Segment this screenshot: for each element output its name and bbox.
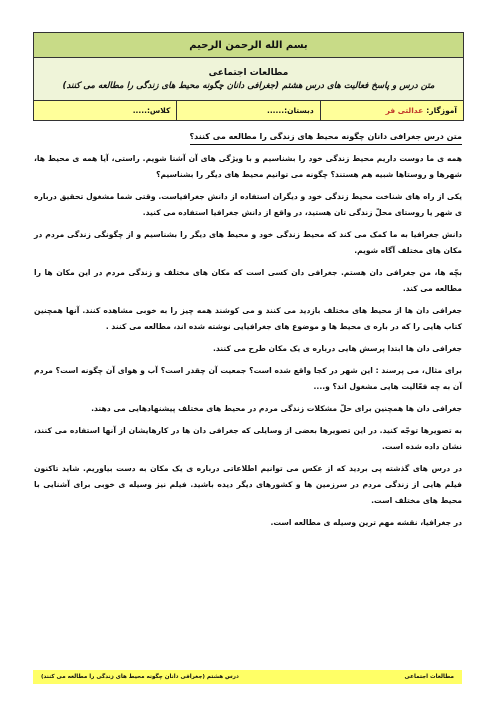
paragraph: جغرافی دان ها از محیط های مختلف بازدید می کنند و می کوشند همه چیز را به خوبی مشاهده کنند. آنها همچنین کتاب هایی را که در باره ی محیط ها و موضوع های جغرافیایی نوشته شده اند، مطالعه می کنند . — [34, 306, 462, 331]
teacher-cell — [320, 101, 463, 120]
teacher-label: آموزگار: — [426, 106, 457, 115]
paragraph: یکی از راه های شناخت محیط زندگی خود و دیگران استفاده از دانش جغرافیاست. وقتی شما مشغول تحقیق درباره ی شهر یا روستای محلّ زندگی تان هستید، در واقع از دانش جغرافیا استفاده می کنید. — [34, 192, 462, 217]
school-label: دبستان: — [284, 106, 314, 115]
teacher-name: عدالتی فر — [385, 106, 424, 115]
title-row — [34, 58, 463, 101]
class-cell — [34, 101, 176, 120]
paragraph: همه ی ما دوست داریم محیط زندگی خود را بشناسیم و با ویژگی های آن آشنا شویم. راستی، آیا همه ی محیط ها، شهرها و روستاها شبیه هم هستند؟ چگونه می توانیم محیط های دیگر را بشناسیم؟ — [34, 154, 462, 179]
footer-subject: مطالعات اجتماعی — [404, 674, 454, 680]
footer-lesson: درس هشتم (جغرافی دانان چگونه محیط های زندگی را مطالعه می کنند) — [41, 674, 239, 680]
lesson-title: متن درس و پاسخ فعالیت های درس هشتم (جغرافی دانان چگونه محیط های زندگی را مطالعه می کنند) — [62, 80, 435, 91]
class-label: کلاس: — [146, 106, 171, 115]
basmala-text: بسم الله الرحمن الرحیم — [189, 39, 308, 51]
header-table — [33, 32, 464, 121]
paragraph: جغرافی دان ها همچنین برای حلّ مشکلات زندگی مردم در محیط های مختلف پیشنهادهایی می دهند. — [91, 404, 462, 413]
footer-bar — [33, 670, 462, 684]
class-value: ..... — [132, 106, 147, 115]
paragraph: در درس های گذشته پی بردید که از عکس می توانیم اطلاعاتی درباره ی یک مکان به دست بیاوریم. شاید تاکنون فیلم هایی از زندگی مردم در سرزمین ها و کشورهای دیگر دیده باشید. فیلم نیز وسیله ی خوبی برای آشنایی با محیط های مختلف است. — [34, 464, 462, 505]
paragraph: جغرافی دان ها ابتدا پرسش هایی درباره ی یک مکان طرح می کنند. — [212, 344, 462, 353]
paragraph: به تصویرها توجّه کنید. در این تصویرها بعضی از وسایلی که جغرافی دان ها در کارهایشان از آنها استفاده می کنند، نشان داده شده است. — [34, 426, 462, 451]
school-value: ...... — [266, 106, 285, 115]
basmala-row — [34, 33, 463, 58]
info-row — [34, 101, 463, 120]
lesson-body — [34, 129, 462, 537]
paragraph: بچّه ها، من جغرافی دان هستم. جغرافی دان کسی است که مکان های مختلف و زندگی مردم در این مکان ها را مطالعه می کند. — [34, 268, 462, 293]
paragraph: دانش جغرافیا به ما کمک می کند که محیط زندگی خود و محیط های دیگر را بشناسیم و از چگونگی زندگی مردم در مکان های مختلف آگاه شویم. — [34, 230, 462, 255]
school-cell — [176, 101, 319, 120]
lesson-heading: متن درس جغرافی دانان چگونه محیط های زندگی را مطالعه می کنند؟ — [190, 130, 462, 145]
paragraph: برای مثال، می پرسند : این شهر در کجا واقع شده است؟ جمعیت آن چقدر است؟ آب و هوای آن چگونه است؟ مردم آن به چه فعّالیت هایی مشغول اند؟ و.... — [34, 366, 462, 391]
subject-title: مطالعات اجتماعی — [208, 67, 289, 78]
paragraph: در جغرافیا، نقشه مهم ترین وسیله ی مطالعه است. — [270, 518, 462, 527]
